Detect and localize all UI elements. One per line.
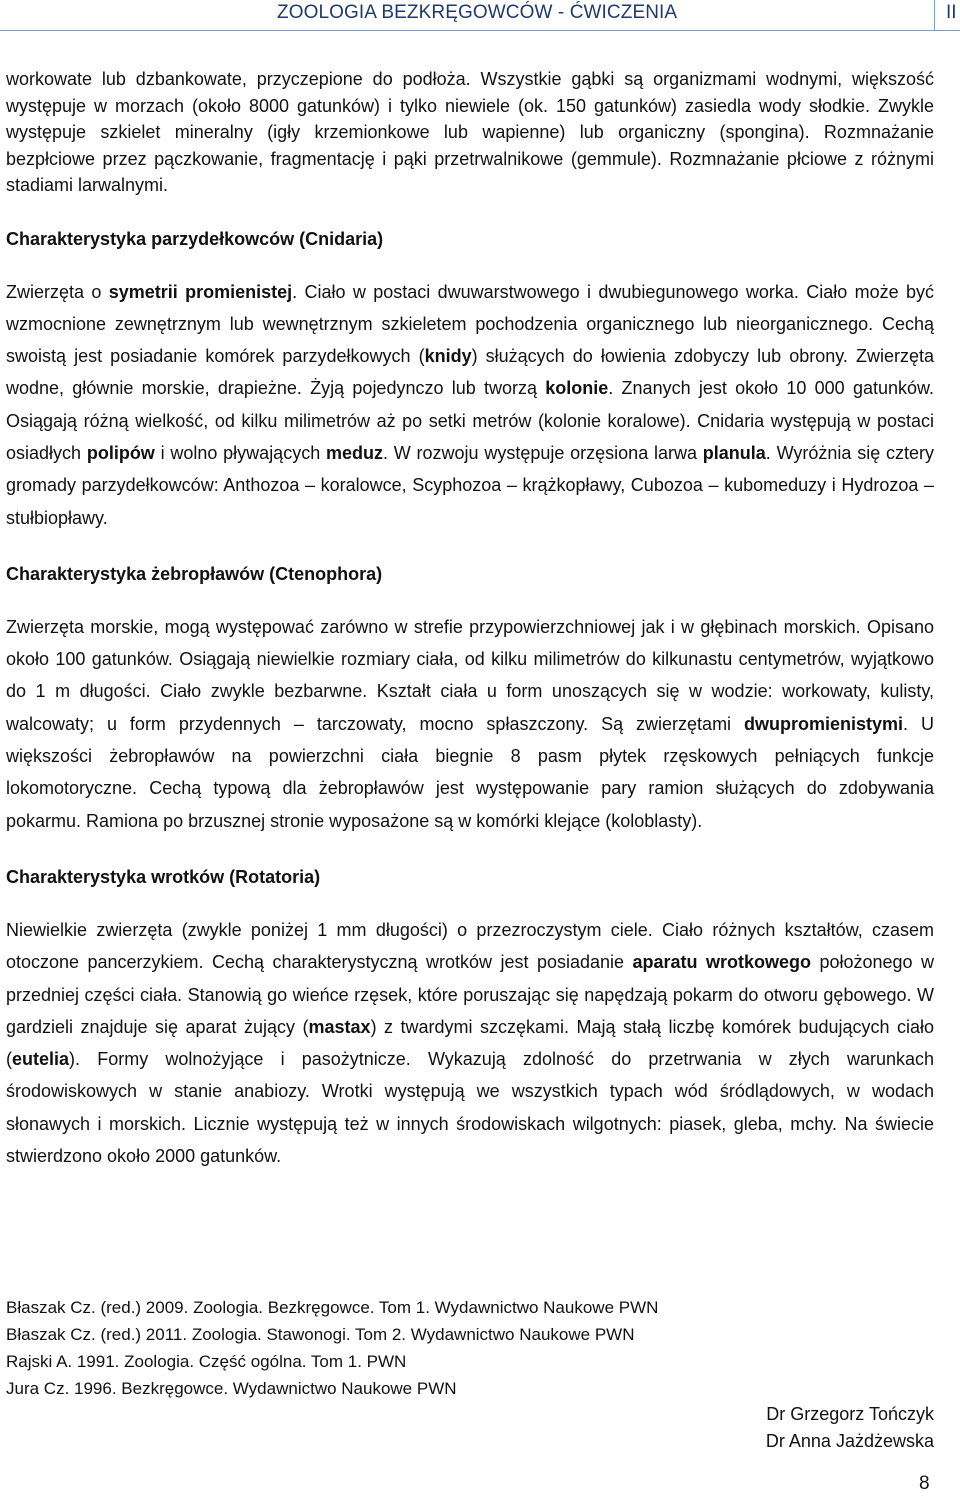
header-divider bbox=[934, 0, 935, 31]
author-name: Dr Grzegorz Tończyk bbox=[766, 1404, 934, 1424]
document-body bbox=[6, 66, 934, 1172]
rotatoria-paragraph: Niewielkie zwierzęta (zwykle poniżej 1 mm długości) o przezroczystym ciele. Ciało różnych kształtów, czasem otoczone pancerzykiem. Cechą charakterystyczną wrotków jest posiadanie aparatu wrotkowego położonego w przedniej części ciała. Stanowią go wieńce rzęsek, które poruszając się napędzają pokarm do otworu gębowego. W gardzieli znajduje się aparat żujący (mastax) z twardymi szczękami. Mają stałą liczbę komórek budujących ciało (eutelia). Formy wolnożyjące i pasożytnicze. Wykazują zdolność do przetrwania w złych warunkach środowiskowych w stanie anabiozy. Wrotki występują we wszystkich typach wód śródlądowych, w wodach słonawych i morskich. Licznie występują też w innych środowiskach wilgotnych: piasek, gleba, mchy. Na świecie stwierdzono około 2000 gatunków. bbox=[6, 919, 934, 1167]
rotatoria-heading: Charakterystyka wrotków (Rotatoria) bbox=[6, 866, 321, 887]
reference-item: Błaszak Cz. (red.) 2011. Zoologia. Stawonogi. Tom 2. Wydawnictwo Naukowe PWN bbox=[6, 1325, 635, 1344]
reference-item: Rajski A. 1991. Zoologia. Część ogólna. Tom 1. PWN bbox=[6, 1352, 407, 1371]
header-section-number: II bbox=[946, 2, 957, 23]
cnidaria-paragraph: Zwierzęta o symetrii promienistej. Ciało w postaci dwuwarstwowego i dwubiegunowego worka. Ciało może być wzmocnione zewnętrznym lub wewnętrznym szkieletem pochodzenia organicznego lub nieorganicznego. Cechą swoistą jest posiadanie komórek parzydełkowych (knidy) służących do łowienia zdobyczy lub obrony. Zwierzęta wodne, głównie morskie, drapieżne. Żyją pojedynczo lub tworzą kolonie. Znanych jest około 10 000 gatunków. Osiągają różną wielkość, od kilku milimetrów aż po setki metrów (kolonie koralowe). Cnidaria występują w postaci osiadłych polipów i wolno pływających meduz. W rozwoju występuje orzęsiona larwa planula. Wyróżnia się cztery gromady parzydełkowców: Anthozoa – koralowce, Scyphozoa – krążkopławy, Cubozoa – kubomeduzy i Hydrozoa – stułbiopławy. bbox=[6, 281, 935, 528]
header-title: ZOOLOGIA BEZKRĘGOWCÓW - ĆWICZENIA bbox=[277, 2, 678, 23]
intro-paragraph: workowate lub dzbankowate, przyczepione do podłoża. Wszystkie gąbki są organizmami wodnymi, większość występuje w morzach (około 8000 gatunków) i tylko niewiele (ok. 150 gatunków) zasiedla wody słodkie. Zwykle występuje szkielet mineralny (igły krzemionkowe lub wapienne) lub organiczny (spongina). Rozmnażanie bezpłciowe przez pączkowanie, fragmentację i pąki przetrwalnikowe (gemmule). Rozmnażanie płciowe z różnymi stadiami larwalnymi. bbox=[6, 69, 934, 195]
reference-item: Błaszak Cz. (red.) 2009. Zoologia. Bezkręgowce. Tom 1. Wydawnictwo Naukowe PWN bbox=[6, 1298, 659, 1317]
ctenophora-paragraph: Zwierzęta morskie, mogą występować zarówno w strefie przypowierzchniowej jak i w głębinach morskich. Opisano około 100 gatunków. Osiągają niewielkie rozmiary ciała, od kilku milimetrów do kilkunastu centymetrów, wyjątkowo do 1 m długości. Ciało zwykle bezbarwne. Kształt ciała u form unoszących się w wodzie: workowaty, kulisty, walcowaty; u form przydennych – tarczowaty, mocno spłaszczony. Są zwierzętami dwupromienistymi. U większości żebropławów na powierzchni ciała biegnie 8 pasm płytek rzęskowych pełniących funkcje lokomotoryczne. Cechą typową dla żebropławów jest występowanie pary ramion służących do zdobywania pokarmu. Ramiona po brzusznej stronie wyposażone są w komórki klejące (koloblasty). bbox=[6, 616, 934, 831]
cnidaria-heading: Charakterystyka parzydełkowców (Cnidaria) bbox=[6, 228, 384, 249]
header-rule bbox=[0, 30, 960, 31]
page-number: 8 bbox=[919, 1473, 930, 1494]
reference-item: Jura Cz. 1996. Bezkręgowce. Wydawnictwo Naukowe PWN bbox=[6, 1379, 457, 1398]
authors-block bbox=[766, 1401, 934, 1455]
references-list bbox=[6, 1294, 934, 1402]
page-header bbox=[0, 0, 960, 30]
ctenophora-heading: Charakterystyka żebropławów (Ctenophora) bbox=[6, 563, 383, 584]
author-name: Dr Anna Jażdżewska bbox=[765, 1431, 934, 1451]
